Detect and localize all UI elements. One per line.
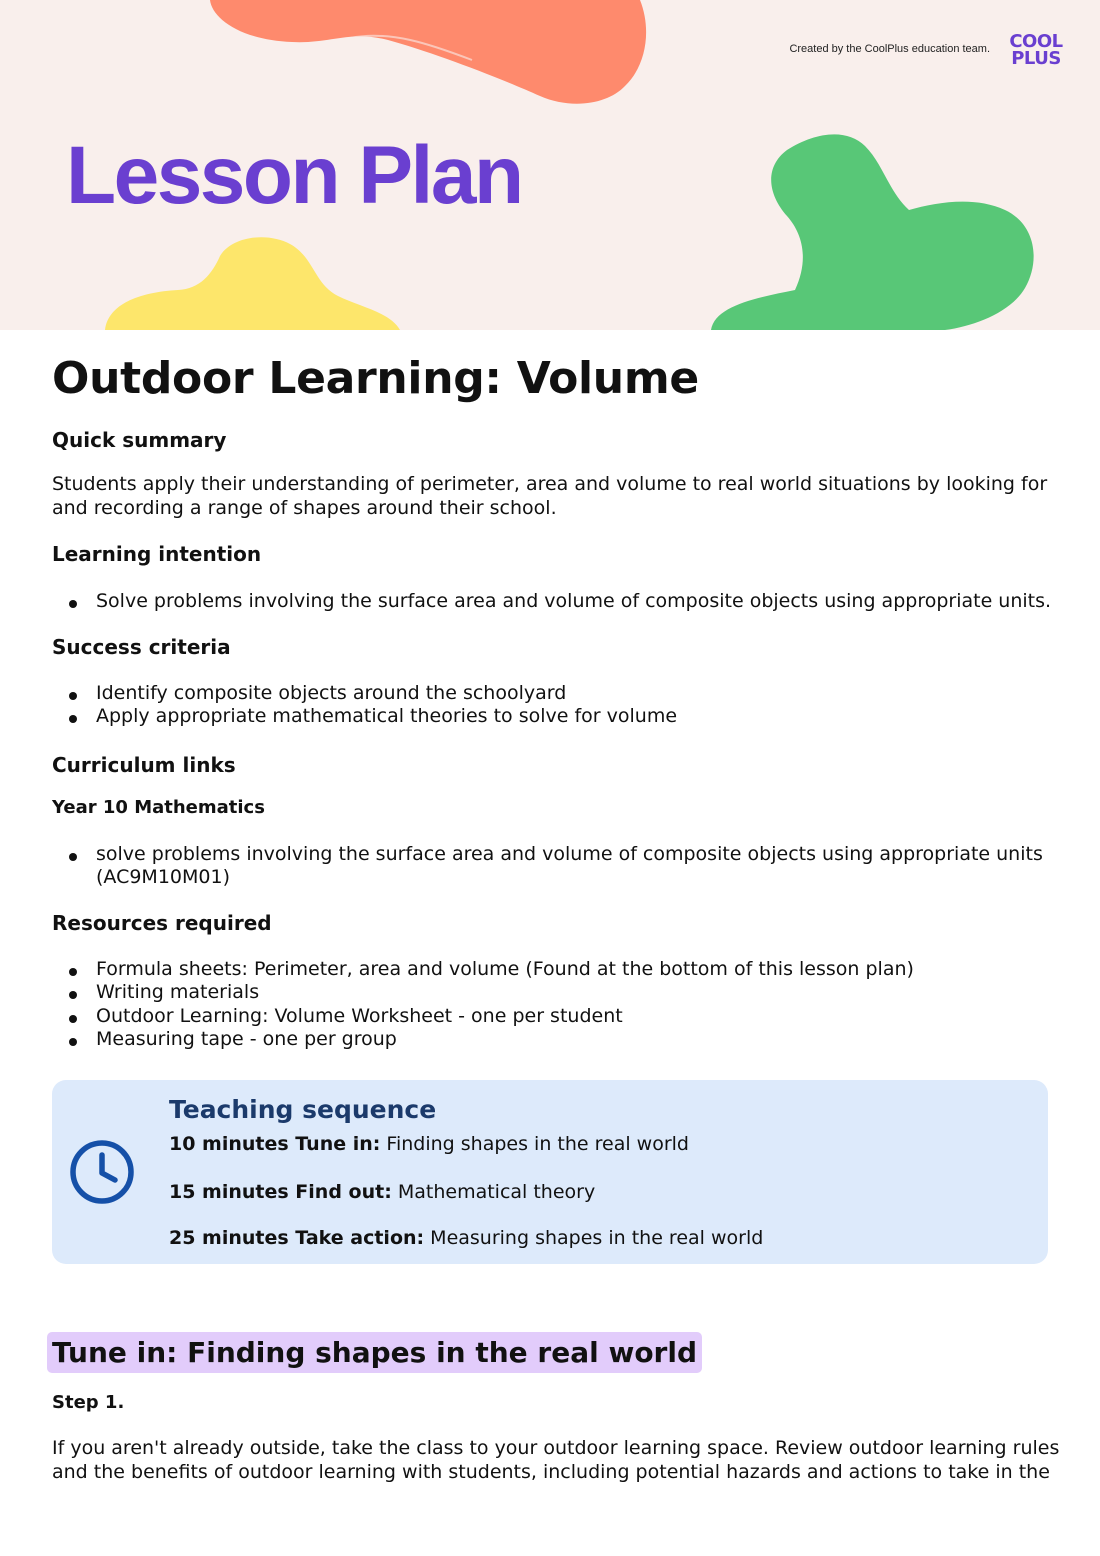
step-1-text: If you aren't already outside, take the class to your outdoor learning space. Review outdoor learning rules and the benefits of outdoor learning with students, including potential hazards and actions to take in the: [52, 1437, 1060, 1483]
teaching-sequence-box: [52, 1080, 1048, 1264]
sequence-step-label: 15 minutes Find out:: [169, 1181, 392, 1203]
sequence-step-take-action: [169, 1226, 763, 1250]
success-criteria-list: [52, 682, 1052, 729]
logo-line-2: PLUS: [1011, 48, 1061, 69]
learning-intention-list: [52, 590, 1052, 614]
logo-line-1: COOL: [1009, 31, 1063, 52]
curriculum-links-heading: Curriculum links: [52, 752, 236, 777]
quick-summary-text: Students apply their understanding of perimeter, area and volume to real world situations by looking for and recording a range of shapes around their school.: [52, 473, 1048, 519]
coolplus-logo: [1003, 33, 1069, 67]
lesson-plan-title: Lesson Plan: [66, 130, 522, 221]
list-item: Formula sheets: Perimeter, area and volume (Found at the bottom of this lesson plan): [52, 958, 1052, 982]
sequence-step-text: Measuring shapes in the real world: [424, 1227, 764, 1249]
yellow-paint-blob: [100, 232, 410, 330]
sequence-step-label: 25 minutes Take action:: [169, 1227, 425, 1249]
tune-in-heading: Tune in: Finding shapes in the real world: [47, 1332, 702, 1373]
list-item: Measuring tape - one per group: [52, 1028, 1052, 1052]
curriculum-links-list: [52, 843, 1052, 890]
green-paint-blob: [705, 130, 1045, 330]
list-item: Identify composite objects around the schoolyard: [52, 682, 1052, 706]
sequence-step-text: Mathematical theory: [391, 1181, 596, 1203]
sequence-step-label: 10 minutes Tune in:: [169, 1133, 381, 1155]
curriculum-year-subheading: Year 10 Mathematics: [52, 796, 265, 818]
main-content: [52, 350, 1052, 1052]
list-item: Solve problems involving the surface area and volume of composite objects using appropriate units.: [52, 590, 1052, 614]
document-title: Outdoor Learning: Volume: [52, 353, 699, 404]
learning-intention-heading: Learning intention: [52, 542, 262, 566]
clock-icon: [67, 1137, 137, 1207]
sequence-step-find-out: [169, 1180, 595, 1204]
success-criteria-heading: Success criteria: [52, 634, 231, 659]
brand-credit: Created by the CoolPlus education team.: [789, 43, 990, 55]
resources-heading: Resources required: [52, 910, 272, 935]
sequence-step-text: Finding shapes in the real world: [380, 1133, 689, 1155]
quick-summary-heading: Quick summary: [52, 428, 227, 452]
teaching-sequence-title: Teaching sequence: [169, 1095, 437, 1124]
list-item: Apply appropriate mathematical theories to solve for volume: [52, 705, 1052, 729]
step-1-label: Step 1.: [52, 1392, 125, 1413]
resources-list: [52, 958, 1052, 1052]
list-item: Outdoor Learning: Volume Worksheet - one per student: [52, 1005, 1052, 1029]
header-banner: [0, 0, 1100, 330]
list-item: Writing materials: [52, 981, 1052, 1005]
list-item: solve problems involving the surface area and volume of composite objects using appropriate units (AC9M10M01): [52, 843, 1052, 890]
orange-paint-blob: [200, 0, 660, 110]
sequence-step-tune-in: [169, 1132, 689, 1156]
